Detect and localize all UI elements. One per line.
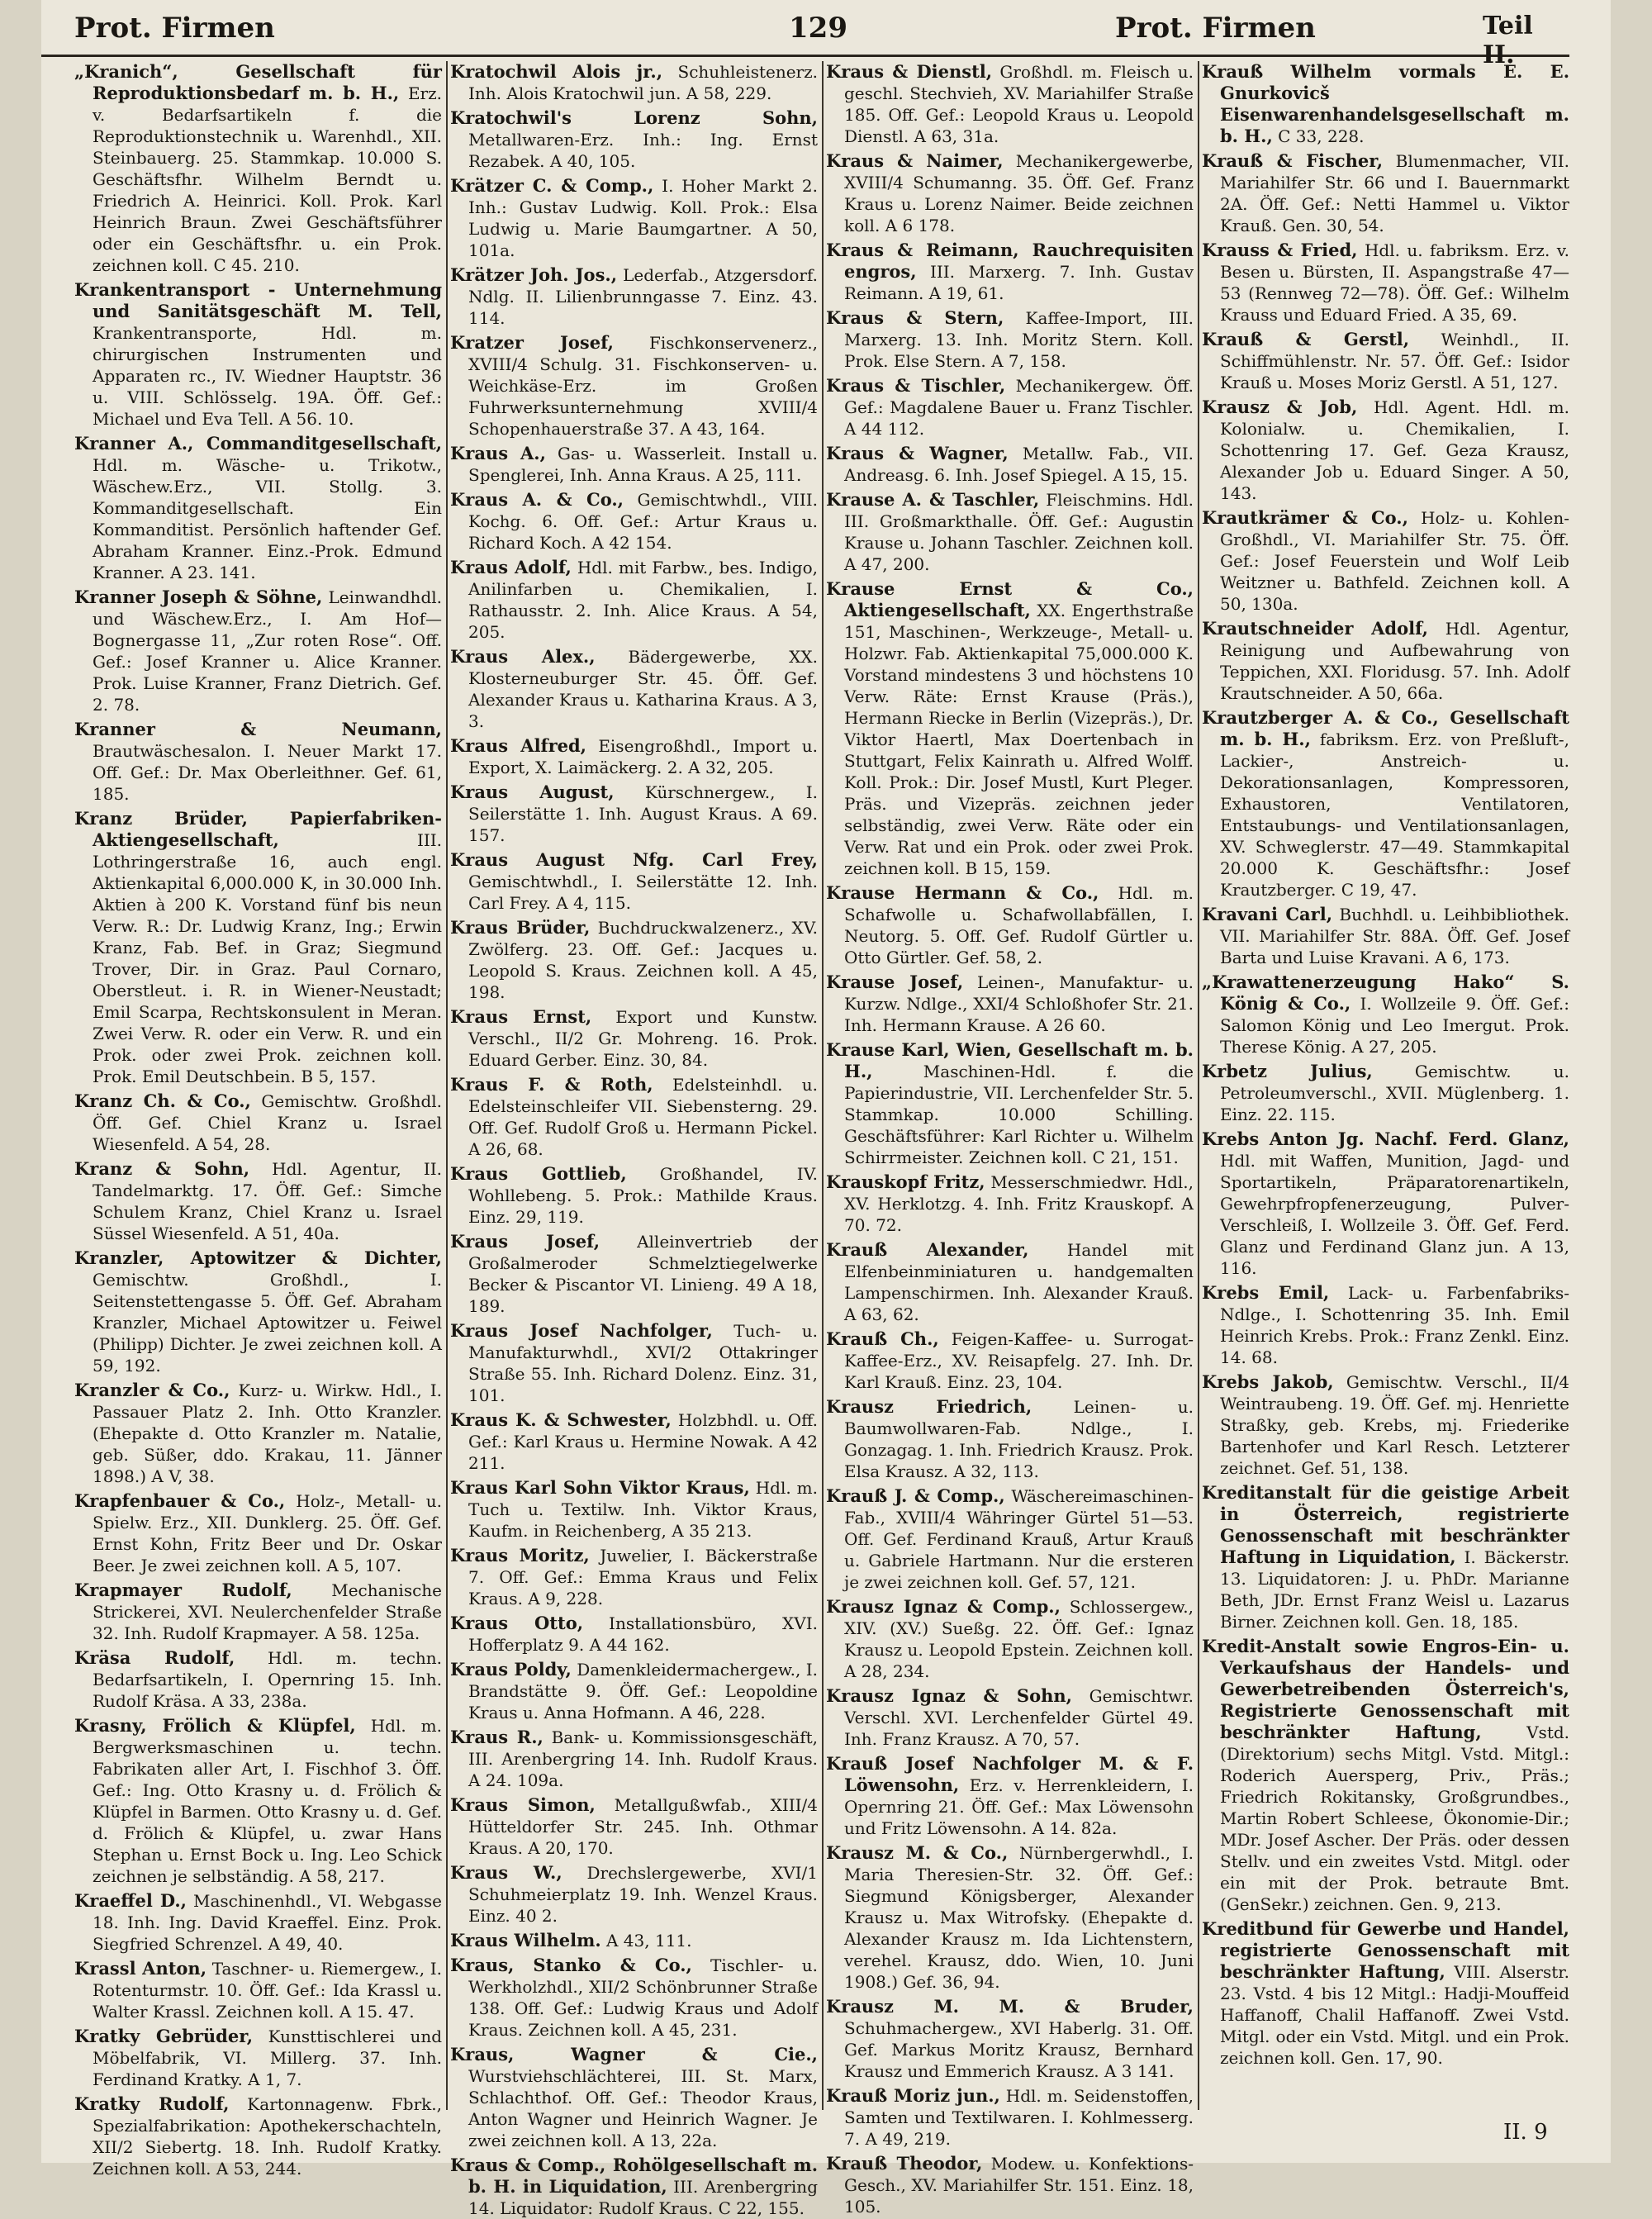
directory-entry: [450, 735, 818, 778]
directory-entry: [826, 489, 1194, 575]
firm-details: Gemischtwr. Verschl. XVI. Lerchenfelder Gürtel 49. Inh. Franz Krausz. A 70, 57.: [844, 1686, 1194, 1749]
directory-entry: [826, 1996, 1194, 2082]
firm-name: Krautkrämer & Co.,: [1202, 507, 1408, 528]
firm-details: Hdl. mit Waffen, Munition, Jagd- und Sportartikeln, Präparatorenartikeln, Gewehrpfropfenerzeugung, Pulver-Verschleiß, I. Wollzeile 3. Öff. Gef. Ferd. Glanz und Ferdinand Glanz jun. A 13, 116.: [1220, 1151, 1569, 1278]
firm-details: Modew. u. Konfektions-Gesch., XV. Mariahilfer Str. 151. Einz. 18, 105.: [844, 2154, 1194, 2217]
firm-details: Großhdl. m. Fleisch u. geschl. Stechvieh, XV. Mariahilfer Straße 185. Off. Gef.: Leopold Kraus u. Leopold Dienstl. A 63, 31a.: [844, 62, 1194, 146]
firm-name: Krautschneider Adolf,: [1202, 618, 1428, 639]
firm-details: Hdl. Agentur, II. Tandelmarktg. 17. Öff. Gef.: Simche Schulem Kranz, Chiel Kranz u. Israel Süssel Wiesenfeld. A 51, 40a.: [93, 1159, 442, 1243]
firm-details: Maschinenhdl., VI. Webgasse 18. Inh. Ing. David Kraeffel. Einz. Prok. Siegfried Schrenzel. A 49, 40.: [93, 1891, 443, 1954]
header-left-title: Prot. Firmen: [74, 12, 275, 45]
firm-details: I. Wollzeile 9. Öff. Gef.: Salomon König und Leo Imergut. Prok. Therese König. A 27, 205.: [1220, 994, 1570, 1057]
directory-entry: [1202, 1371, 1569, 1479]
firm-details: Hdl. m. Wäsche- u. Trikotw., Wäschew.Erz., VII. Stollg. 3. Kommanditgesellschaft. Ein Kommanditist. Persönlich haftender Gef. Abraham Kranner. Einz.-Prok. Edmund Kranner. A 23. 141.: [93, 455, 442, 582]
firm-name: Kraus Brüder,: [450, 917, 591, 938]
directory-entry: [1202, 1061, 1569, 1125]
directory-entry: [826, 443, 1194, 486]
firm-details: Mechanische Strickerei, XVI. Neulerchenfelder Straße 32. Inh. Rudolf Krapmayer. A 58. 125a.: [93, 1580, 442, 1643]
firm-name: Krause Josef,: [826, 972, 964, 992]
column-3: [826, 61, 1194, 2217]
directory-entry: [74, 1158, 442, 1244]
directory-entry: [1202, 1918, 1569, 2069]
directory-entry: [74, 1490, 442, 1576]
firm-details: Bädergewerbe, XX. Klosterneuburger Str. 45. Öff. Gef. Alexander Kraus u. Katharina Kraus. A 3, 3.: [468, 647, 818, 731]
directory-entry: [450, 1930, 818, 1951]
firm-name: Kraus & Comp., Rohölgesellschaft m. b. H. in Liquidation,: [450, 2155, 818, 2197]
firm-details: Hdl. m. Schafwolle u. Schafwollabfällen, I. Neutorg. 5. Off. Gef. Rudolf Gürtler u. Otto Gürtler. Gef. 58, 2.: [844, 883, 1194, 967]
firm-details: Schuhleistenerz. Inh. Alois Kratochwil jun. A 58, 229.: [468, 62, 818, 103]
directory-entry: [1202, 507, 1569, 615]
directory-entry: [1202, 618, 1569, 704]
firm-name: Krapmayer Rudolf,: [74, 1580, 292, 1600]
firm-name: Kraus Simon,: [450, 1794, 596, 1815]
directory-entry: [74, 1247, 442, 1376]
directory-entry: [826, 1171, 1194, 1236]
directory-entry: [1202, 904, 1569, 968]
firm-details: Drechslergewerbe, XVI/1 Schuhmeierplatz 19. Inh. Wenzel Kraus. Einz. 40 2.: [468, 1863, 819, 1926]
directory-entry: [826, 1842, 1194, 1993]
directory-entry: [450, 782, 818, 846]
firm-name: Krankentransport - Unternehmung und Sanitätsgeschäft M. Tell,: [74, 279, 442, 321]
firm-name: Krausz M. & Co.,: [826, 1842, 1009, 1863]
firm-details: Feigen-Kaffee- u. Surrogat-Kaffee-Erz., XV. Reisapfelg. 27. Inh. Dr. Karl Krauß. Einz. 23, 104.: [844, 1329, 1194, 1392]
page-header: [41, 7, 1569, 69]
firm-name: Kraus & Wagner,: [826, 443, 1009, 463]
directory-entry: [450, 1794, 818, 1859]
directory-entry: [450, 1613, 818, 1656]
directory-entry: [74, 1380, 442, 1487]
firm-name: Kraus Otto,: [450, 1613, 584, 1633]
firm-name: Kraus K. & Schwester,: [450, 1409, 672, 1430]
firm-details: Lederfab., Atzgersdorf. Ndlg. II. Lilienbrunngasse 7. Einz. 43. 114.: [468, 265, 818, 328]
firm-details: Alleinvertrieb der Großalmeroder Schmelztiegelwerke Becker & Piscantor VI. Linieng. 49 A 18, 189.: [468, 1232, 818, 1316]
firm-details: Brautwäschesalon. I. Neuer Markt 17. Off. Gef.: Dr. Max Oberleithner. Gef. 61, 185.: [93, 741, 442, 804]
firm-details: Fischkonservenerz., XVIII/4 Schulg. 31. Fischkonserven- u. Weichkäse-Erz. im Großen Fuhrwerksunternehmung XVIII/4 Schopenhauerstraße 37. A 43, 164.: [468, 333, 819, 439]
firm-details: Kunsttischlerei und Möbelfabrik, VI. Millerg. 37. Inh. Ferdinand Kratky. A 1, 7.: [93, 2027, 443, 2089]
directory-entry: [450, 2044, 818, 2151]
firm-details: Mechanikergewerbe, XVIII/4 Schumanng. 35. Öff. Gef. Franz Kraus u. Lorenz Naimer. Beide zeichnen koll. A 6 178.: [844, 151, 1194, 235]
firm-name: Kraus Gottlieb,: [450, 1163, 627, 1184]
firm-name: „Krawattenerzeugung Hako“ S. König & Co.,: [1202, 972, 1569, 1014]
firm-details: Hdl. m. techn. Bedarfsartikeln, I. Opernring 15. Inh. Rudolf Kräsa. A 33, 238a.: [93, 1648, 443, 1711]
directory-entry: [74, 2026, 442, 2090]
column-4: [1202, 61, 1569, 2110]
firm-name: Krebs Anton Jg. Nachf. Ferd. Glanz,: [1202, 1129, 1569, 1149]
firm-name: Kraus August,: [450, 782, 615, 802]
firm-name: Kranzler & Co.,: [74, 1380, 230, 1400]
firm-name: Krauss & Fried,: [1202, 240, 1358, 260]
firm-name: Krausz Ignaz & Sohn,: [826, 1685, 1072, 1706]
page-number: 129: [789, 12, 847, 45]
firm-name: Kranz & Sohn,: [74, 1158, 250, 1179]
firm-name: Kraus F. & Roth,: [450, 1074, 653, 1095]
firm-details: Metallw. Fab., VII. Andreasg. 6. Inh. Josef Spiegel. A 15, 15.: [844, 444, 1194, 485]
firm-name: Kraus Moritz,: [450, 1545, 590, 1566]
firm-name: Kraus Josef,: [450, 1231, 601, 1252]
firm-name: Kratochwil Alois jr.,: [450, 61, 663, 82]
firm-name: Kratky Gebrüder,: [74, 2026, 254, 2046]
firm-name: Krauskopf Fritz,: [826, 1171, 985, 1192]
firm-details: Kürschnergew., I. Seilerstätte 1. Inh. August Kraus. A 69. 157.: [468, 782, 819, 845]
firm-name: Krauß Ch.,: [826, 1328, 939, 1349]
firm-details: Nürnbergerwhdl., I. Maria Theresien-Str. 32. Öff. Gef.: Siegmund Königsberger, Alexander Krausz u. Max Witrofsky. (Ehepakte d. Alexander Krausz m. Ida Lichtenstern, verehel. Krausz, ddo. Wien, 10. Juni 1908.) Gef. 36, 94.: [844, 1843, 1194, 1992]
firm-details: I. Bäckerstr. 13. Liquidatoren: J. u. PhDr. Marianne Beth, JDr. Ernst Franz Weisl u. Lazarus Birner. Zeichnen koll. Gen. 18, 185.: [1220, 1547, 1569, 1632]
firm-details: Handel mit Elfenbeinminiaturen u. handgemalten Lampenschirmen. Inh. Alexander Krauß. A 63, 62.: [844, 1240, 1194, 1324]
directory-entry: [826, 972, 1194, 1036]
firm-name: Krebs Jakob,: [1202, 1371, 1334, 1392]
firm-name: Krautzberger A. & Co., Gesellschaft m. b. H.,: [1202, 707, 1569, 749]
directory-entry: [74, 1580, 442, 1644]
firm-details: Vstd. (Direktorium) sechs Mitgl. Vstd. Mitgl.: Roderich Auersperg, Priv., Präs.; Friedrich Rokitansky, Großgrundbes., Martin Robert Schleese, Ökonomie-Dir.; MDr. Josef Ascher. Der Präs. oder dessen Stellv. und ein zweites Vstd. Mitgl. oder ein mit der Prok. betraute Bmt. (GenSekr.) zeichnen. Gen. 9, 213.: [1220, 1722, 1570, 1914]
directory-entry: [450, 1727, 818, 1791]
directory-entry: [826, 1039, 1194, 1168]
firm-details: Wurstviehschlächterei, III. St. Marx, Schlachthof. Off. Gef.: Theodor Kraus, Anton Wagner und Heinrich Wagner. Je zwei zeichnen koll. A 13, 22a.: [468, 2066, 818, 2150]
directory-entry: [1202, 1482, 1569, 1632]
firm-name: Krasny, Frölich & Klüpfel,: [74, 1715, 356, 1736]
firm-details: Mechanikergew. Öff. Gef.: Magdalene Bauer u. Franz Tischler. A 44 112.: [844, 376, 1194, 439]
firm-details: Tuch- u. Manufakturwhdl., XVI/2 Ottakringer Straße 55. Inh. Richard Dolenz. Einz. 31, 101.: [468, 1321, 819, 1405]
firm-details: Kaffee-Import, III. Marxerg. 13. Inh. Moritz Stern. Koll. Prok. Else Stern. A 7, 158.: [844, 308, 1194, 371]
firm-name: Kraus & Naimer,: [826, 150, 1004, 171]
firm-name: Kranzler, Aptowitzer & Dichter,: [74, 1247, 442, 1268]
directory-entry: [450, 489, 818, 554]
firm-details: Maschinen-Hdl. f. die Papierindustrie, VII. Lerchenfelder Str. 5. Stammkap. 10.000 Schilling. Geschäftsführer: Karl Richter u. Wilhelm Schirrmeister. Zeichnen koll. C 21, 151.: [844, 1062, 1194, 1167]
firm-name: Krause Hermann & Co.,: [826, 882, 1099, 903]
directory-entry: [826, 307, 1194, 372]
firm-details: Gemischtw. Verschl., II/4 Weintraubeng. 19. Öff. Gef. mj. Henriette Straßky, geb. Krebs, mj. Friederike Bartenhofer und Karl Resch. Letzterer zeichnet. Gef. 51, 138.: [1220, 1372, 1569, 1478]
directory-entry: [450, 557, 818, 643]
firm-details: Hdl. m. Bergwerksmaschinen u. techn. Fabrikaten aller Art, I. Fischhof 3. Öff. Gef.: Ing. Otto Krasny u. d. Frölich & Klüpfel in Barmen. Otto Krasny u. d. Gef. d. Frölich & Klüpfel, u. zwar Hans Stephan u. Ernst Bock u. Ing. Leo Schick zeichnen je selbständig. A 58, 217.: [93, 1716, 442, 1886]
firm-details: Erz. v. Bedarfsartikeln f. die Reproduktionstechnik u. Warenhdl., XII. Steinbauerg. 25. Stammkap. 10.000 S. Geschäftsfhr. Wilhelm Berndt u. Friedrich A. Heinrici. Koll. Prok. Karl Heinrich Braun. Zwei Geschäftsführer oder ein Geschäftsfhr. u. ein Prok. zeichnen koll. C 45. 210.: [93, 83, 442, 275]
directory-entry: [450, 107, 818, 172]
firm-details: Lack- u. Farbenfabriks-Ndlge., I. Schottenring 35. Inh. Emil Heinrich Krebs. Prok.: Franz Zenkl. Einz. 14. 68.: [1220, 1283, 1569, 1367]
firm-name: Krätzer C. & Comp.,: [450, 175, 654, 196]
firm-name: Kratzer Josef,: [450, 332, 614, 353]
firm-name: Kranz Brüder, Papierfabriken-Aktiengesellschaft,: [74, 808, 442, 850]
firm-name: Kratochwil's Lorenz Sohn,: [450, 107, 818, 128]
directory-entry: [450, 264, 818, 329]
firm-details: Schuhmachergew., XVI Haberlg. 31. Off. Gef. Markus Moritz Krausz, Bernhard Krausz und Emmerich Krausz. A 3 141.: [844, 2018, 1194, 2081]
firm-details: Blumenmacher, VII. Mariahilfer Str. 66 und I. Bauernmarkt 2A. Öff. Gef.: Netti Hammel u. Viktor Krauß. Gen. 30, 54.: [1220, 151, 1569, 235]
firm-details: Metallwaren-Erz. Inh.: Ing. Ernst Rezabek. A 40, 105.: [468, 130, 818, 171]
directory-entry: [450, 1074, 818, 1160]
firm-details: Hdl. Agent. Hdl. m. Kolonialw. u. Chemikalien, I. Schottenring 17. Gef. Geza Krausz, Alexander Job u. Eduard Singer. A 50, 143.: [1220, 397, 1569, 503]
directory-entry: [1202, 240, 1569, 325]
directory-entry: [74, 1647, 442, 1712]
directory-entry: [1202, 1282, 1569, 1368]
directory-entry: [1202, 61, 1569, 147]
firm-details: Gemischtw. Großhdl. Öff. Gef. Chiel Kranz u. Israel Wiesenfeld. A 54, 28.: [93, 1091, 443, 1154]
firm-name: Krausz & Job,: [1202, 397, 1358, 417]
firm-details: Buchdruckwalzenerz., XV. Zwölferg. 23. Off. Gef.: Jacques u. Leopold S. Kraus. Zeichnen koll. A 45, 198.: [468, 918, 818, 1002]
firm-details: III. Arenbergring 14. Liquidator: Rudolf Kraus. C 22, 155.: [468, 2177, 818, 2218]
firm-details: Kurz- u. Wirkw. Hdl., I. Passauer Platz 2. Inh. Otto Kranzler. (Ehepakte d. Otto Kranzler m. Natalie, geb. Süßer, ddo. Krakau, 11. Jänner 1898.) A V, 38.: [93, 1380, 443, 1486]
firm-name: Kravani Carl,: [1202, 904, 1333, 924]
firm-name: Kranner & Neumann,: [74, 719, 442, 739]
directory-entry: [450, 175, 818, 261]
page-footer: II. 9: [1503, 2120, 1548, 2145]
directory-entry: [74, 1715, 442, 1887]
firm-name: Kredit-Anstalt sowie Engros-Ein- u. Verkaufshaus der Handels- und Gewerbetreibenden Österreich's, Registrierte Genossenschaft mit beschränkter Haftung,: [1202, 1636, 1569, 1742]
firm-details: Hdl. u. fabriksm. Erz. v. Besen u. Bürsten, II. Aspangstraße 47—53 (Rennweg 72—78). Öff. Gef.: Wilhelm Krauss und Eduard Fried. A 35, 69.: [1220, 240, 1570, 325]
firm-name: Kraus, Stanko & Co.,: [450, 1955, 692, 1975]
directory-entry: [450, 1409, 818, 1474]
firm-details: Hdl. m. Tuch u. Textilw. Inh. Viktor Kraus, Kaufm. in Reichenberg, A 35 213.: [468, 1478, 819, 1541]
firm-name: Kraus, Wagner & Cie.,: [450, 2044, 818, 2065]
firm-name: Kraus R.,: [450, 1727, 544, 1747]
firm-name: Krause A. & Taschler,: [826, 489, 1040, 510]
directory-entry: [826, 150, 1194, 236]
directory-entry: [450, 2155, 818, 2219]
firm-name: Krauß Theodor,: [826, 2153, 983, 2174]
directory-entry: [74, 2093, 442, 2179]
directory-entry: [826, 1596, 1194, 1682]
directory-entry: [1202, 1636, 1569, 1915]
firm-name: Krapfenbauer & Co.,: [74, 1490, 286, 1511]
column-1: [74, 61, 443, 2179]
firm-details: VIII. Alserstr. 23. Vstd. 4 bis 12 Mitgl.: Hadji-Mouffeid Haffanoff, Chalil Haffanoff. Zwei Vstd. Mitgl. oder ein Vstd. Mitgl. und ein Prok. zeichnen koll. Gen. 17, 90.: [1220, 1962, 1570, 2068]
firm-details: Metallgußwfab., XIII/4 Hütteldorfer Str. 245. Inh. Othmar Kraus. A 20, 170.: [468, 1795, 818, 1858]
firm-details: Buchhdl. u. Leihbibliothek. VII. Mariahilfer Str. 88A. Öff. Gef. Josef Barta und Luise Kravani. A 6, 173.: [1220, 905, 1570, 967]
firm-details: Taschner- u. Riemergew., I. Rotenturmstr. 10. Öff. Gef.: Ida Krassl u. Walter Krassl. Zeichnen koll. A 15. 47.: [93, 1959, 442, 2022]
firm-details: Krankentransporte, Hdl. m. chirurgischen Instrumenten und Apparaten rc., IV. Wiedner Hauptstr. 36 u. VIII. Schlösselg. 19A. Öff. Gef.: Michael und Eva Tell. A 56. 10.: [93, 323, 442, 429]
firm-name: „Kranich“, Gesellschaft für Reproduktionsbedarf m. b. H.,: [74, 61, 442, 103]
firm-name: Kraus A.,: [450, 443, 546, 463]
firm-details: Fleischmins. Hdl. III. Großmarkthalle. Öff. Gef.: Augustin Krause u. Johann Taschler. Zeichnen koll. A 47, 200.: [844, 490, 1194, 574]
firm-name: Kräsa Rudolf,: [74, 1647, 235, 1668]
directory-entry: [450, 1231, 818, 1317]
firm-name: Krauß Josef Nachfolger M. & F. Löwensohn,: [826, 1753, 1194, 1795]
directory-entry: [826, 1396, 1194, 1482]
firm-details: Gemischtwhdl., VIII. Kochg. 6. Off. Gef.: Artur Kraus u. Richard Koch. A 42 154.: [468, 490, 819, 553]
firm-details: Holz- u. Kohlen-Großhdl., VI. Mariahilfer Str. 75. Öff. Gef.: Josef Feuerstein und Wolf Leib Weitzner u. Bathfeld. Zeichnen koll. A 50, 130a.: [1220, 508, 1570, 614]
directory-entry: [826, 1328, 1194, 1393]
firm-name: Kranz Ch. & Co.,: [74, 1090, 251, 1111]
firm-name: Krausz M. M. & Bruder,: [826, 1996, 1194, 2017]
firm-details: III. Lothringerstraße 16, auch engl. Aktienkapital 6,000.000 K, in 30.000 Inh. Aktien à 200 K. Vorstand fünf bis neun Verw. R.: Dr. Ludwig Kranz, Ing.; Erwin Kranz, Fab. Bef. in Graz; Siegmund Trover, Dir. in Graz. Paul Cornaro, Oberstleut. i. R. in Wiener-Neustadt; Emil Scarpa, Rechtskonsulent in Meran. Zwei Verw. R. oder ein Verw. R. und ein Prok. oder zwei Prok. zeichnen koll. Prok. Emil Deutschbein. B 5, 157.: [93, 830, 442, 1086]
directory-entry: [74, 719, 442, 805]
firm-details: Gas- u. Wasserleit. Install u. Spenglerei, Inh. Anna Kraus. A 25, 111.: [468, 444, 818, 485]
firm-name: Kraus Josef Nachfolger,: [450, 1320, 713, 1341]
firm-details: Installationsbüro, XVI. Hofferplatz 9. A 44 162.: [468, 1613, 818, 1655]
firm-details: Bank- u. Kommissionsgeschäft, III. Arenbergring 14. Inh. Rudolf Kraus. A 24. 109a.: [468, 1727, 819, 1790]
directory-entry: [450, 1545, 818, 1609]
firm-details: A 43, 111.: [606, 1931, 692, 1951]
directory-entry: [74, 1090, 442, 1155]
firm-name: Krause Ernst & Co., Aktiengesellschaft,: [826, 578, 1194, 620]
directory-entry: [74, 808, 442, 1087]
firm-details: Tischler- u. Werkholzhdl., XII/2 Schönbrunner Straße 138. Off. Gef.: Ludwig Kraus und Adolf Kraus. Zeichnen koll. A 45, 231.: [468, 1955, 818, 2040]
directory-entry: [450, 1659, 818, 1723]
firm-details: Leinwandhdl. und Wäschew.Erz., I. Am Hof—Bognergasse 11, „Zur roten Rose“. Off. Gef.: Josef Kranner u. Alice Kranner. Prok. Luise Kranner, Franz Dietrich. Gef. 2. 78.: [93, 587, 442, 715]
directory-entry: [1202, 397, 1569, 504]
firm-details: Kartonnagenw. Fbrk., Spezialfabrikation: Apothekerschachteln, XII/2 Siebertg. 18. Inh. Rudolf Kratky. Zeichnen koll. A 53, 244.: [93, 2094, 442, 2179]
firm-name: Kranner Joseph & Söhne,: [74, 587, 323, 607]
firm-details: Eisengroßhdl., Import u. Export, X. Laimäckerg. 2. A 32, 205.: [468, 736, 818, 777]
directory-entry: [74, 61, 442, 276]
firm-details: Hdl. mit Farbw., bes. Indigo, Anilinfarben u. Chemikalien, I. Rathausstr. 2. Inh. Alice Kraus. A 54, 205.: [468, 558, 818, 642]
firm-name: Kraus Wilhelm.: [450, 1930, 601, 1951]
firm-name: Kraus Ernst,: [450, 1006, 592, 1027]
directory-entry: [826, 375, 1194, 440]
firm-name: Krätzer Joh. Jos.,: [450, 264, 618, 285]
firm-details: XX. Engerthstraße 151, Maschinen-, Werkzeuge-, Metall- u. Holzwr. Fab. Aktienkapital 75,000.000 K. Vorstand mindestens 3 und höchstens 10 Verw. Räte: Ernst Krause (Präs.), Hermann Riecke in Berlin (Vizepräs.), Dr. Viktor Haertl, Max Doertenbach in Stuttgart, Felix Kainrath u. Alfred Wolff. Koll. Prok.: Dir. Josef Mustl, Kurt Pleger. Präs. und Vizepräs. zeichnen jeder selbständig, zwei Verw. Räte oder ein Verw. Rat und ein Prok. oder zwei Prok. zeichnen koll. B 15, 159.: [844, 601, 1194, 878]
firm-details: Wäschereimaschinen-Fab., XVIII/4 Währinger Gürtel 51—53. Off. Gef. Ferdinand Krauß, Artur Krauß u. Gabriele Hartmann. Nur die ersteren je zwei zeichnen koll. Gef. 57, 121.: [844, 1486, 1194, 1592]
firm-details: Export und Kunstw. Verschl., II/2 Gr. Mohreng. 16. Prok. Eduard Gerber. Einz. 30, 84.: [468, 1007, 818, 1070]
firm-details: Weinhdl., II. Schiffmühlenstr. Nr. 57. Öff. Gef.: Isidor Krauß u. Moses Moriz Gerstl. A 51, 127.: [1220, 330, 1569, 392]
firm-details: fabriksm. Erz. von Preßluft-, Lackier-, Anstreich- u. Dekorationsanlagen, Kompressoren, Exhaustoren, Ventilatoren, Entstaubungs- und Ventilationsanlagen, XV. Schweglerstr. 47—49. Stammkapital 20.000 K. Geschäftsfhr.: Josef Krautzberger. C 19, 47.: [1220, 729, 1569, 900]
firm-details: Juwelier, I. Bäckerstraße 7. Off. Gef.: Emma Kraus und Felix Kraus. A 9, 228.: [468, 1546, 819, 1608]
directory-entry: [74, 433, 442, 583]
directory-entry: [450, 1006, 818, 1071]
directory-entry: [450, 443, 818, 486]
firm-details: Edelsteinhdl. u. Edelsteinschleifer VII. Siebensterng. 29. Off. Gef. Rudolf Groß u. Hermann Pickel. A 26, 68.: [468, 1075, 818, 1159]
firm-name: Kraus Alfred,: [450, 735, 586, 756]
firm-name: Kraus Adolf,: [450, 557, 572, 577]
firm-name: Krauß J. & Comp.,: [826, 1485, 1005, 1506]
firm-name: Krauß & Gerstl,: [1202, 329, 1410, 349]
firm-name: Krausz Ignaz & Comp.,: [826, 1596, 1061, 1617]
firm-name: Kreditbund für Gewerbe und Handel, registrierte Genossenschaft mit beschränkter Haftung,: [1202, 1918, 1569, 1982]
directory-entry: [74, 279, 442, 430]
firm-name: Krebs Emil,: [1202, 1282, 1330, 1303]
firm-details: III. Marxerg. 7. Inh. Gustav Reimann. A 19, 61.: [844, 262, 1194, 303]
firm-details: Hdl. Agentur, Reinigung und Aufbewahrung von Teppichen, XXI. Floridusg. 57. Inh. Adolf Krautschneider. A 50, 66a.: [1220, 619, 1569, 703]
directory-entry: [450, 332, 818, 440]
directory-entry: [826, 1485, 1194, 1593]
firm-details: Gemischtw. u. Petroleumverschl., XVII. Müglenberg. 1. Einz. 22. 115.: [1220, 1062, 1570, 1124]
directory-entry: [1202, 1129, 1569, 1279]
firm-name: Krassl Anton,: [74, 1958, 207, 1979]
directory-entry: [826, 1753, 1194, 1839]
firm-name: Krause Karl, Wien, Gesellschaft m. b. H.,: [826, 1039, 1194, 1081]
directory-entry: [826, 1239, 1194, 1325]
firm-details: Gemischtw. Großhdl., I. Seitenstettengasse 5. Öff. Gef. Abraham Kranzler, Michael Aptowitzer u. Feiwel (Philipp) Dichter. Je zwei zeichnen koll. A 59, 192.: [93, 1270, 442, 1376]
firm-details: Gemischtwhdl., I. Seilerstätte 12. Inh. Carl Frey. A 4, 115.: [468, 872, 818, 913]
firm-name: Kraus Karl Sohn Viktor Kraus,: [450, 1477, 750, 1498]
directory-entry: [826, 240, 1194, 304]
directory-entry: [826, 882, 1194, 968]
directory-entry: [74, 1890, 442, 1955]
firm-name: Kraus A. & Co.,: [450, 489, 624, 510]
firm-name: Kranner A., Commanditgesellschaft,: [74, 433, 442, 454]
directory-entry: [826, 2085, 1194, 2150]
firm-details: Erz. v. Herrenkleidern, I. Opernring 21. Öff. Gef.: Max Löwensohn und Fritz Löwensohn. A 14. 82a.: [844, 1775, 1194, 1838]
directory-entry: [826, 61, 1194, 147]
firm-name: Kraus August Nfg. Carl Frey,: [450, 849, 818, 870]
firm-details: C 33, 228.: [1278, 126, 1365, 146]
directory-entry: [74, 1958, 442, 2022]
firm-name: Kraus & Stern,: [826, 307, 1004, 328]
firm-details: Hdl. m. Seidenstoffen, Samten und Textilwaren. I. Kohlmesserg. 7. A 49, 219.: [844, 2086, 1194, 2149]
directory-entry: [826, 578, 1194, 879]
header-right-title: Prot. Firmen: [1115, 12, 1316, 45]
firm-details: Großhandel, IV. Wohllebeng. 5. Prok.: Mathilde Kraus. Einz. 29, 119.: [468, 1164, 819, 1227]
directory-entry: [450, 1163, 818, 1228]
directory-entry: [450, 1320, 818, 1406]
firm-name: Krauß Alexander,: [826, 1239, 1029, 1260]
firm-name: Kraeffel D.,: [74, 1890, 187, 1911]
firm-name: Krauß Moriz jun.,: [826, 2085, 1000, 2106]
directory-entry: [74, 587, 442, 715]
firm-name: Krausz Friedrich,: [826, 1396, 1032, 1417]
firm-details: Damenkleidermachergew., I. Brandstätte 9. Öff. Gef.: Leopoldine Kraus u. Anna Hofmann. A 46, 228.: [468, 1660, 818, 1722]
directory-entry: [1202, 329, 1569, 393]
firm-details: Holz-, Metall- u. Spielw. Erz., XII. Dunklerg. 25. Öff. Gef. Ernst Kohn, Fritz Beer und Dr. Oskar Beer. Je zwei zeichnen koll. A 5, 107.: [93, 1491, 442, 1575]
directory-entry: [1202, 150, 1569, 236]
directory-entry: [450, 1477, 818, 1542]
firm-details: Schlossergew., XIV. (XV.) Sueßg. 22. Öff. Gef.: Ignaz Krausz u. Leopold Epstein. Zeichnen koll. A 28, 234.: [844, 1597, 1194, 1681]
firm-name: Kreditanstalt für die geistige Arbeit in Österreich, registrierte Genossenschaft mit beschränkter Haftung in Liquidation,: [1202, 1482, 1569, 1567]
firm-name: Kraus & Dienstl,: [826, 61, 993, 82]
directory-entry: [450, 849, 818, 914]
firm-name: Kraus Poldy,: [450, 1659, 572, 1680]
firm-name: Krauß Wilhelm vormals E. E. Gnurkovicš Eisenwarenhandelsgesellschaft m. b. H.,: [1202, 61, 1569, 146]
firm-name: Kraus & Tischler,: [826, 375, 1006, 396]
directory-entry: [450, 646, 818, 732]
firm-details: Messerschmiedwr. Hdl., XV. Herklotzg. 4. Inh. Fritz Krauskopf. A 70. 72.: [844, 1172, 1194, 1235]
header-part: Teil II.: [1483, 12, 1533, 69]
directory-entry: [826, 2153, 1194, 2217]
firm-name: Kratky Rudolf,: [74, 2093, 230, 2114]
directory-entry: [450, 917, 818, 1003]
firm-name: Kraus Alex.,: [450, 646, 596, 667]
firm-name: Kraus & Reimann, Rauchrequisiten engros,: [826, 240, 1194, 282]
directory-entry: [826, 1685, 1194, 1750]
directory-entry: [1202, 972, 1569, 1057]
directory-entry: [450, 61, 818, 104]
column-2: [450, 61, 819, 2218]
directory-entry: [450, 1862, 818, 1927]
firm-details: Leinen- u. Baumwollwaren-Fab. Ndlge., I. Gonzagag. 1. Inh. Friedrich Krausz. Prok. Elsa Krausz. A 32, 113.: [844, 1397, 1194, 1481]
directory-entry: [450, 1955, 818, 2041]
firm-name: Krauß & Fischer,: [1202, 150, 1384, 171]
directory-entry: [1202, 707, 1569, 900]
firm-details: Holzbhdl. u. Off. Gef.: Karl Kraus u. Hermine Nowak. A 42 211.: [468, 1410, 819, 1473]
firm-name: Kraus W.,: [450, 1862, 563, 1883]
firm-details: I. Hoher Markt 2. Inh.: Gustav Ludwig. Koll. Prok.: Elsa Ludwig u. Marie Baumgartner. A 50, 101a.: [468, 176, 818, 260]
firm-name: Krbetz Julius,: [1202, 1061, 1373, 1081]
firm-details: Leinen-, Manufaktur- u. Kurzw. Ndlge., XXI/4 Schloßhofer Str. 21. Inh. Hermann Krause. A 26 60.: [844, 972, 1194, 1035]
